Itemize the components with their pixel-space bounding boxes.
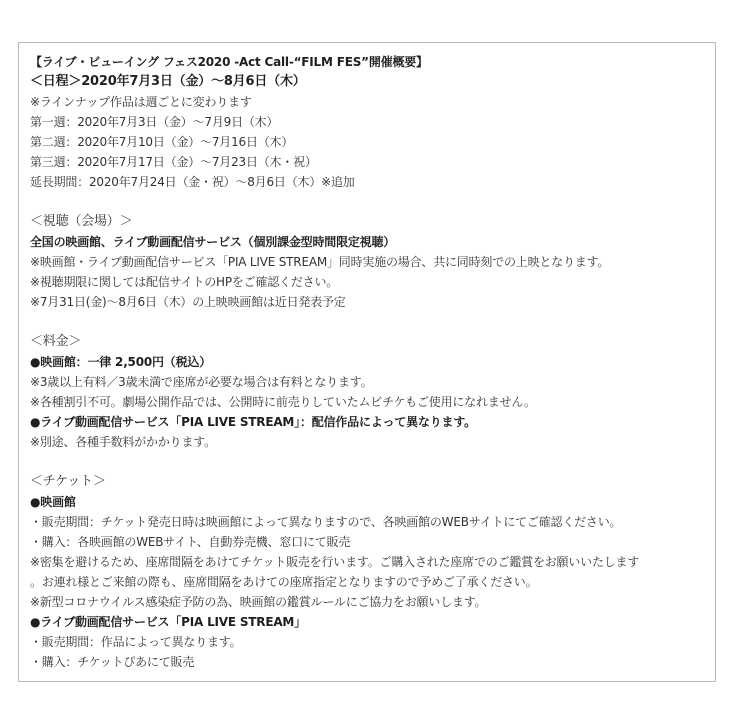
price-theater-note-2: ※各種割引不可。劇場公開作品では、公開時に前売りしていたムビチケもご使用になれません。 bbox=[30, 395, 536, 409]
schedule-week-1: 第一週：2020年7月3日（金）〜7月9日（木） bbox=[30, 115, 279, 129]
spacer bbox=[30, 312, 710, 332]
venue-note-1: ※映画館・ライブ動画配信サービス「PIA LIVE STREAM」同時実施の場合、共に同時刻での上映となります。 bbox=[30, 255, 610, 269]
ticket-theater-line-2: ・購入：各映画館のWEBサイト、自動券売機、窓口にて販売 bbox=[30, 535, 351, 549]
schedule-week-3: 第三週：2020年7月17日（金）〜7月23日（木・祝） bbox=[30, 155, 317, 169]
price-theater: ●映画館：一律 2,500円（税込） bbox=[30, 355, 212, 369]
schedule-heading: ＜日程＞2020年7月3日（金）〜8月6日（木） bbox=[30, 74, 306, 89]
venue-heading: ＜視聴（会場）＞ bbox=[30, 214, 133, 229]
ticket-stream-label: ●ライブ動画配信サービス「PIA LIVE STREAM」 bbox=[30, 615, 306, 629]
price-heading: ＜料金＞ bbox=[30, 334, 82, 349]
venue-note-3: ※7月31日(金)〜8月6日（木）の上映映画館は近日発表予定 bbox=[30, 295, 346, 309]
price-stream: ●ライブ動画配信サービス「PIA LIVE STREAM」：配信作品によって異なります。 bbox=[30, 415, 476, 429]
ticket-theater-label: ●映画館 bbox=[30, 495, 76, 509]
document-title: 【ライブ・ビューイング フェス2020 -Act Call-“FILM FES”開催概要】 bbox=[30, 55, 428, 69]
schedule-week-2: 第二週：2020年7月10日（金）〜7月16日（木） bbox=[30, 135, 294, 149]
ticket-theater-line-4: 。お連れ様とご来館の際も、座席間隔をあけての座席指定となりますので予めご了承ください。 bbox=[30, 575, 538, 589]
ticket-theater-line-5: ※新型コロナウイルス感染症予防の為、映画館の鑑賞ルールにご協力をお願いします。 bbox=[30, 595, 487, 609]
venue-subheading: 全国の映画館、ライブ動画配信サービス（個別課金型時間限定視聴） bbox=[30, 235, 396, 249]
event-summary-box bbox=[18, 42, 716, 682]
price-theater-note-1: ※3歳以上有料／3歳未満で座席が必要な場合は有料となります。 bbox=[30, 375, 373, 389]
venue-note-2: ※視聴期限に関しては配信サイトのHPをご確認ください。 bbox=[30, 275, 339, 289]
price-stream-note: ※別途、各種手数料がかかります。 bbox=[30, 435, 216, 449]
ticket-stream-line-2: ・購入：チケットぴあにて販売 bbox=[30, 655, 195, 669]
ticket-heading: ＜チケット＞ bbox=[30, 474, 106, 489]
spacer bbox=[30, 452, 710, 472]
ticket-theater-line-3: ※密集を避けるため、座席間隔をあけてチケット販売を行います。ご購入された座席でのご鑑賞をお願いいたします bbox=[30, 555, 640, 569]
schedule-note: ※ラインナップ作品は週ごとに変わります bbox=[30, 95, 252, 109]
ticket-theater-line-1: ・販売期間：チケット発売日時は映画館によって異なりますので、各映画館のWEBサイトにてご確認ください。 bbox=[30, 515, 622, 529]
schedule-extension: 延長期間：2020年7月24日（金・祝）〜8月6日（木）※追加 bbox=[30, 175, 355, 189]
event-summary-content bbox=[30, 52, 710, 672]
ticket-stream-line-1: ・販売期間：作品によって異なります。 bbox=[30, 635, 242, 649]
spacer bbox=[30, 192, 710, 212]
